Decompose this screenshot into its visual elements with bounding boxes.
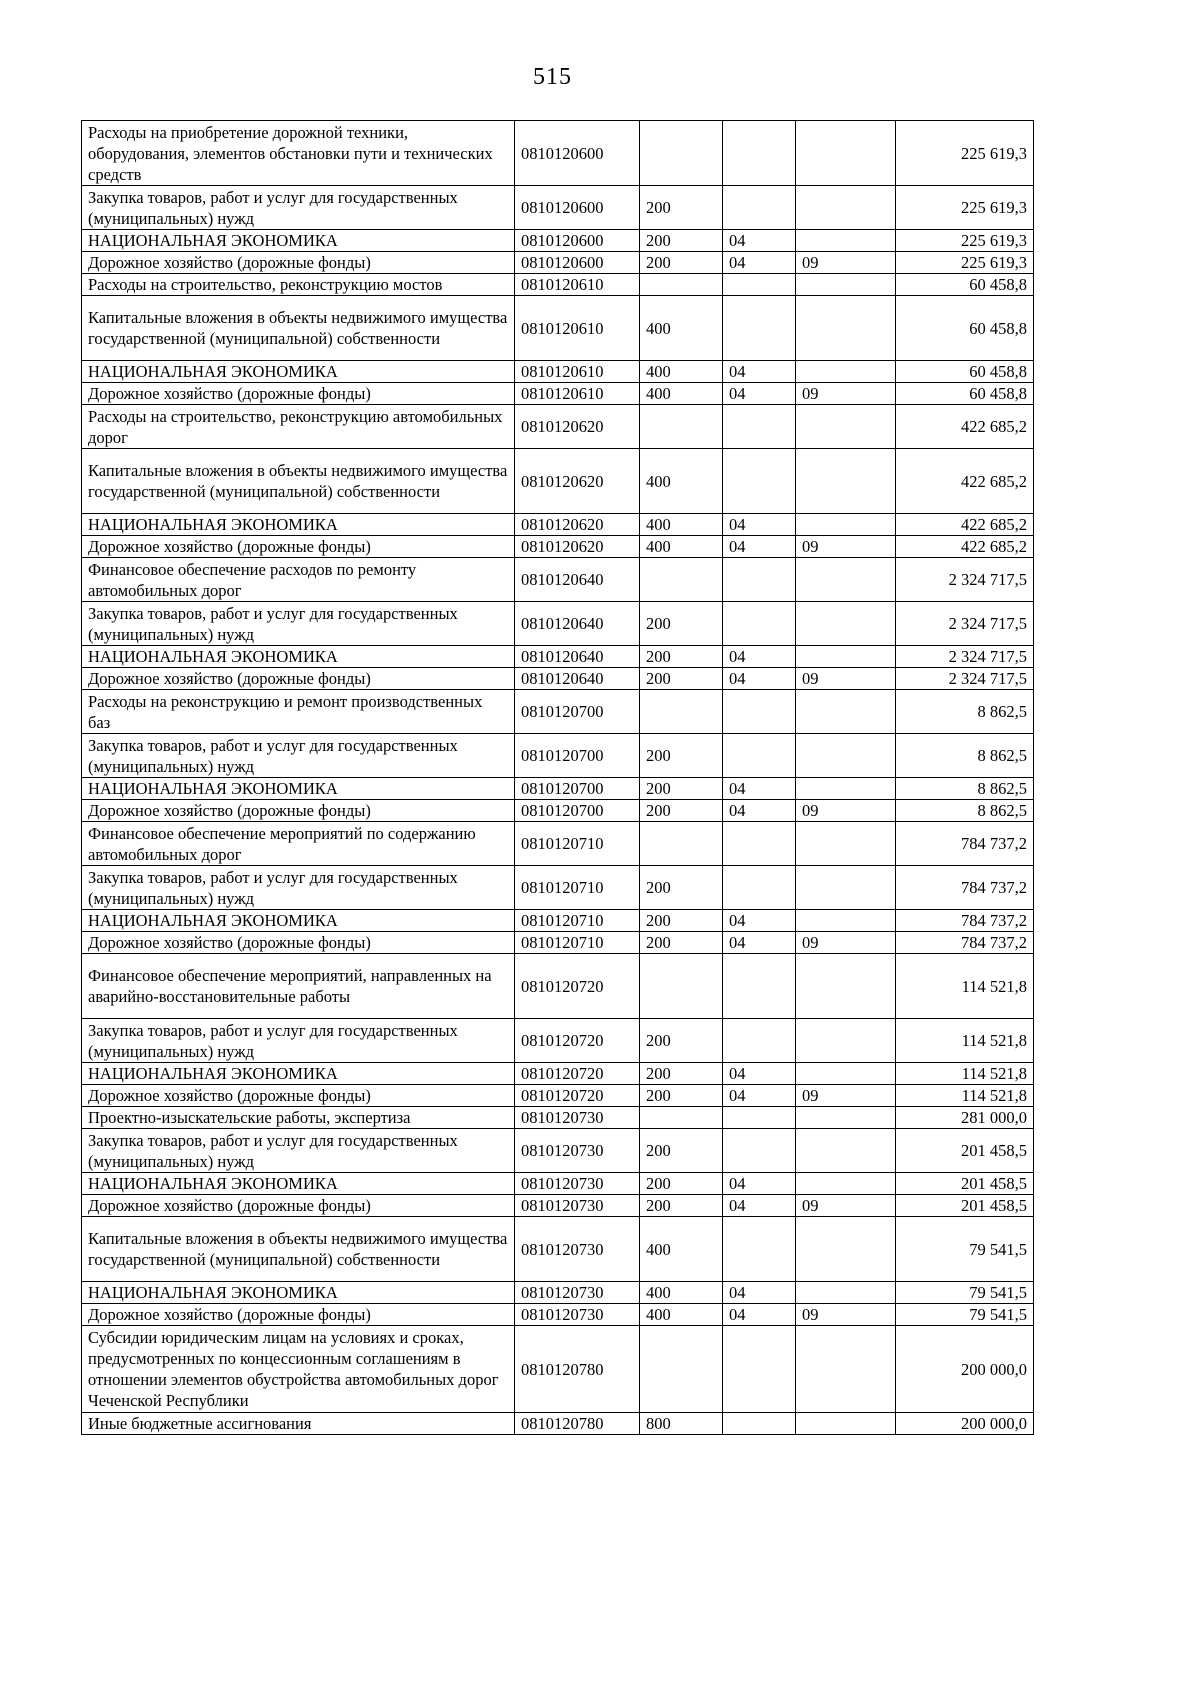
cell-sum: 114 521,8 [896,1019,1034,1063]
cell-name: Проектно-изыскательские работы, экспертиза [82,1107,515,1129]
cell-vr: 200 [640,800,723,822]
cell-vr: 200 [640,910,723,932]
table-row [82,1326,1034,1413]
cell-vr: 200 [640,778,723,800]
cell-name: Закупка товаров, работ и услуг для государственных (муниципальных) нужд [82,602,515,646]
cell-vr: 200 [640,1173,723,1195]
table-row [82,822,1034,866]
cell-sum: 79 541,5 [896,1217,1034,1282]
cell-vr [640,1326,723,1413]
cell-name: Дорожное хозяйство (дорожные фонды) [82,800,515,822]
table-row [82,186,1034,230]
cell-pr [796,230,896,252]
cell-code: 0810120610 [515,383,640,405]
cell-vr [640,121,723,186]
cell-rz: 04 [723,910,796,932]
table-row [82,252,1034,274]
cell-name: НАЦИОНАЛЬНАЯ ЭКОНОМИКА [82,1063,515,1085]
cell-sum: 60 458,8 [896,296,1034,361]
cell-rz: 04 [723,1304,796,1326]
cell-code: 0810120640 [515,668,640,690]
cell-vr: 400 [640,536,723,558]
cell-code: 0810120610 [515,274,640,296]
cell-rz: 04 [723,514,796,536]
table-row [82,1217,1034,1282]
cell-vr [640,954,723,1019]
cell-sum: 60 458,8 [896,383,1034,405]
cell-pr [796,514,896,536]
cell-code: 0810120610 [515,296,640,361]
cell-rz: 04 [723,536,796,558]
cell-vr: 200 [640,230,723,252]
cell-code: 0810120710 [515,866,640,910]
cell-pr: 09 [796,668,896,690]
cell-pr [796,1019,896,1063]
table-row [82,536,1034,558]
cell-code: 0810120780 [515,1326,640,1413]
cell-rz [723,186,796,230]
cell-name: НАЦИОНАЛЬНАЯ ЭКОНОМИКА [82,361,515,383]
cell-code: 0810120600 [515,230,640,252]
cell-name: Закупка товаров, работ и услуг для государственных (муниципальных) нужд [82,186,515,230]
cell-name: Расходы на реконструкцию и ремонт производственных баз [82,690,515,734]
cell-name: Дорожное хозяйство (дорожные фонды) [82,1195,515,1217]
cell-sum: 8 862,5 [896,734,1034,778]
cell-rz: 04 [723,1173,796,1195]
cell-sum: 422 685,2 [896,514,1034,536]
cell-sum: 201 458,5 [896,1195,1034,1217]
cell-name: НАЦИОНАЛЬНАЯ ЭКОНОМИКА [82,1173,515,1195]
cell-pr: 09 [796,1085,896,1107]
table-row [82,1129,1034,1173]
table-row [82,296,1034,361]
table-row [82,800,1034,822]
table-row [82,602,1034,646]
cell-sum: 200 000,0 [896,1413,1034,1435]
cell-code: 0810120640 [515,602,640,646]
cell-rz [723,405,796,449]
cell-sum: 200 000,0 [896,1326,1034,1413]
cell-name: НАЦИОНАЛЬНАЯ ЭКОНОМИКА [82,778,515,800]
cell-rz: 04 [723,361,796,383]
cell-vr [640,405,723,449]
cell-sum: 79 541,5 [896,1304,1034,1326]
cell-code: 0810120730 [515,1304,640,1326]
cell-rz: 04 [723,1085,796,1107]
cell-rz [723,274,796,296]
cell-vr: 400 [640,514,723,536]
cell-vr: 400 [640,361,723,383]
cell-sum: 60 458,8 [896,274,1034,296]
cell-pr [796,646,896,668]
cell-name: Дорожное хозяйство (дорожные фонды) [82,383,515,405]
page-number: 515 [533,64,572,90]
cell-vr: 200 [640,932,723,954]
cell-name: Капитальные вложения в объекты недвижимого имущества государственной (муниципальной) собственности [82,1217,515,1282]
cell-pr [796,186,896,230]
cell-pr: 09 [796,800,896,822]
cell-pr [796,361,896,383]
cell-name: НАЦИОНАЛЬНАЯ ЭКОНОМИКА [82,1282,515,1304]
table-row [82,405,1034,449]
cell-code: 0810120620 [515,449,640,514]
cell-pr [796,690,896,734]
cell-vr: 200 [640,1085,723,1107]
cell-sum: 2 324 717,5 [896,558,1034,602]
cell-rz [723,296,796,361]
table-row [82,954,1034,1019]
cell-name: Дорожное хозяйство (дорожные фонды) [82,668,515,690]
cell-sum: 225 619,3 [896,230,1034,252]
cell-vr: 200 [640,1063,723,1085]
cell-vr: 200 [640,602,723,646]
cell-code: 0810120600 [515,186,640,230]
table-row [82,1063,1034,1085]
cell-rz [723,1413,796,1435]
table-row [82,361,1034,383]
cell-code: 0810120720 [515,954,640,1019]
cell-vr [640,1107,723,1129]
cell-code: 0810120730 [515,1129,640,1173]
cell-rz [723,121,796,186]
cell-code: 0810120620 [515,405,640,449]
cell-pr [796,1107,896,1129]
cell-name: Закупка товаров, работ и услуг для государственных (муниципальных) нужд [82,734,515,778]
cell-name: Расходы на приобретение дорожной техники, оборудования, элементов обстановки пути и технических средств [82,121,515,186]
cell-pr [796,1413,896,1435]
cell-rz: 04 [723,1282,796,1304]
cell-rz [723,734,796,778]
cell-sum: 281 000,0 [896,1107,1034,1129]
cell-rz [723,954,796,1019]
cell-sum: 201 458,5 [896,1173,1034,1195]
cell-sum: 8 862,5 [896,690,1034,734]
cell-name: НАЦИОНАЛЬНАЯ ЭКОНОМИКА [82,910,515,932]
cell-vr: 200 [640,186,723,230]
cell-name: Капитальные вложения в объекты недвижимого имущества государственной (муниципальной) собственности [82,449,515,514]
cell-code: 0810120620 [515,514,640,536]
cell-code: 0810120700 [515,690,640,734]
cell-sum: 2 324 717,5 [896,602,1034,646]
cell-pr [796,274,896,296]
cell-vr: 400 [640,383,723,405]
cell-vr: 200 [640,866,723,910]
cell-rz [723,1129,796,1173]
cell-rz [723,1217,796,1282]
cell-name: Финансовое обеспечение мероприятий по содержанию автомобильных дорог [82,822,515,866]
cell-sum: 422 685,2 [896,449,1034,514]
cell-sum: 422 685,2 [896,536,1034,558]
cell-pr [796,1063,896,1085]
cell-vr [640,822,723,866]
cell-rz [723,558,796,602]
table-row [82,1173,1034,1195]
cell-pr [796,1217,896,1282]
cell-rz: 04 [723,1195,796,1217]
cell-name: Дорожное хозяйство (дорожные фонды) [82,1304,515,1326]
cell-rz [723,822,796,866]
cell-pr [796,954,896,1019]
table-row [82,866,1034,910]
cell-code: 0810120730 [515,1217,640,1282]
cell-sum: 201 458,5 [896,1129,1034,1173]
cell-sum: 225 619,3 [896,252,1034,274]
table-row [82,1019,1034,1063]
cell-pr [796,121,896,186]
table-row [82,932,1034,954]
cell-pr: 09 [796,1195,896,1217]
cell-rz: 04 [723,932,796,954]
cell-rz [723,1107,796,1129]
cell-code: 0810120640 [515,646,640,668]
cell-sum: 114 521,8 [896,1063,1034,1085]
cell-pr [796,296,896,361]
cell-sum: 784 737,2 [896,910,1034,932]
cell-code: 0810120700 [515,800,640,822]
cell-pr: 09 [796,536,896,558]
cell-name: Дорожное хозяйство (дорожные фонды) [82,536,515,558]
cell-code: 0810120710 [515,910,640,932]
cell-vr: 200 [640,668,723,690]
cell-code: 0810120600 [515,252,640,274]
budget-table [81,120,1034,1435]
cell-code: 0810120730 [515,1173,640,1195]
cell-sum: 8 862,5 [896,778,1034,800]
cell-name: НАЦИОНАЛЬНАЯ ЭКОНОМИКА [82,514,515,536]
cell-vr: 400 [640,1304,723,1326]
cell-code: 0810120720 [515,1085,640,1107]
cell-rz [723,1326,796,1413]
cell-code: 0810120610 [515,361,640,383]
cell-code: 0810120710 [515,822,640,866]
cell-code: 0810120730 [515,1107,640,1129]
cell-rz [723,866,796,910]
cell-pr [796,910,896,932]
cell-name: Закупка товаров, работ и услуг для государственных (муниципальных) нужд [82,1019,515,1063]
cell-vr: 200 [640,1195,723,1217]
cell-vr: 200 [640,1129,723,1173]
cell-rz: 04 [723,1063,796,1085]
cell-rz: 04 [723,252,796,274]
cell-vr [640,690,723,734]
cell-vr: 200 [640,646,723,668]
cell-code: 0810120730 [515,1195,640,1217]
cell-name: Дорожное хозяйство (дорожные фонды) [82,252,515,274]
cell-pr [796,449,896,514]
cell-vr: 400 [640,1282,723,1304]
cell-code: 0810120710 [515,932,640,954]
cell-rz [723,602,796,646]
cell-pr [796,558,896,602]
cell-code: 0810120620 [515,536,640,558]
table-row [82,1304,1034,1326]
table-row [82,121,1034,186]
cell-rz: 04 [723,778,796,800]
cell-sum: 2 324 717,5 [896,668,1034,690]
cell-sum: 2 324 717,5 [896,646,1034,668]
cell-sum: 114 521,8 [896,1085,1034,1107]
cell-code: 0810120730 [515,1282,640,1304]
cell-code: 0810120600 [515,121,640,186]
cell-pr [796,602,896,646]
cell-vr: 200 [640,734,723,778]
cell-sum: 784 737,2 [896,822,1034,866]
cell-pr [796,778,896,800]
table-row [82,1195,1034,1217]
cell-vr: 400 [640,449,723,514]
table-row [82,690,1034,734]
cell-rz [723,449,796,514]
cell-sum: 784 737,2 [896,932,1034,954]
cell-code: 0810120700 [515,734,640,778]
table-row [82,274,1034,296]
cell-pr [796,405,896,449]
cell-sum: 422 685,2 [896,405,1034,449]
cell-sum: 114 521,8 [896,954,1034,1019]
cell-vr [640,558,723,602]
cell-pr [796,1173,896,1195]
cell-rz: 04 [723,383,796,405]
cell-name: Иные бюджетные ассигнования [82,1413,515,1435]
cell-name: Финансовое обеспечение расходов по ремонту автомобильных дорог [82,558,515,602]
cell-vr: 400 [640,1217,723,1282]
table-row [82,1107,1034,1129]
table-row [82,1413,1034,1435]
table-body [82,121,1034,1435]
cell-code: 0810120720 [515,1063,640,1085]
table-row [82,514,1034,536]
cell-pr [796,1326,896,1413]
table-row [82,449,1034,514]
cell-sum: 784 737,2 [896,866,1034,910]
cell-name: Закупка товаров, работ и услуг для государственных (муниципальных) нужд [82,866,515,910]
table-row [82,1282,1034,1304]
cell-rz [723,690,796,734]
cell-vr [640,274,723,296]
cell-name: НАЦИОНАЛЬНАЯ ЭКОНОМИКА [82,646,515,668]
table-row [82,778,1034,800]
cell-name: Финансовое обеспечение мероприятий, направленных на аварийно-восстановительные работы [82,954,515,1019]
table-row [82,646,1034,668]
cell-pr: 09 [796,1304,896,1326]
table-row [82,230,1034,252]
cell-code: 0810120780 [515,1413,640,1435]
cell-sum: 8 862,5 [896,800,1034,822]
cell-pr: 09 [796,252,896,274]
cell-name: НАЦИОНАЛЬНАЯ ЭКОНОМИКА [82,230,515,252]
table-row [82,558,1034,602]
cell-name: Капитальные вложения в объекты недвижимого имущества государственной (муниципальной) собственности [82,296,515,361]
cell-rz: 04 [723,668,796,690]
cell-name: Дорожное хозяйство (дорожные фонды) [82,1085,515,1107]
cell-name: Закупка товаров, работ и услуг для государственных (муниципальных) нужд [82,1129,515,1173]
cell-sum: 79 541,5 [896,1282,1034,1304]
cell-pr: 09 [796,932,896,954]
cell-vr: 400 [640,296,723,361]
cell-sum: 225 619,3 [896,186,1034,230]
cell-name: Расходы на строительство, реконструкцию мостов [82,274,515,296]
cell-rz [723,1019,796,1063]
cell-pr [796,734,896,778]
cell-rz: 04 [723,800,796,822]
cell-pr [796,866,896,910]
table-row [82,668,1034,690]
cell-pr [796,1129,896,1173]
cell-code: 0810120700 [515,778,640,800]
cell-vr: 200 [640,252,723,274]
table-row [82,1085,1034,1107]
cell-pr [796,1282,896,1304]
cell-rz: 04 [723,230,796,252]
cell-name: Субсидии юридическим лицам на условиях и сроках, предусмотренных по концессионным соглашениям в отношении элементов обустройства автомобильных дорог Чеченской Республики [82,1326,515,1413]
cell-code: 0810120640 [515,558,640,602]
cell-vr: 200 [640,1019,723,1063]
table-row [82,383,1034,405]
cell-rz: 04 [723,646,796,668]
cell-sum: 225 619,3 [896,121,1034,186]
table-row [82,910,1034,932]
cell-pr [796,822,896,866]
cell-name: Расходы на строительство, реконструкцию автомобильных дорог [82,405,515,449]
cell-pr: 09 [796,383,896,405]
table-row [82,734,1034,778]
cell-vr: 800 [640,1413,723,1435]
cell-sum: 60 458,8 [896,361,1034,383]
cell-name: Дорожное хозяйство (дорожные фонды) [82,932,515,954]
cell-code: 0810120720 [515,1019,640,1063]
